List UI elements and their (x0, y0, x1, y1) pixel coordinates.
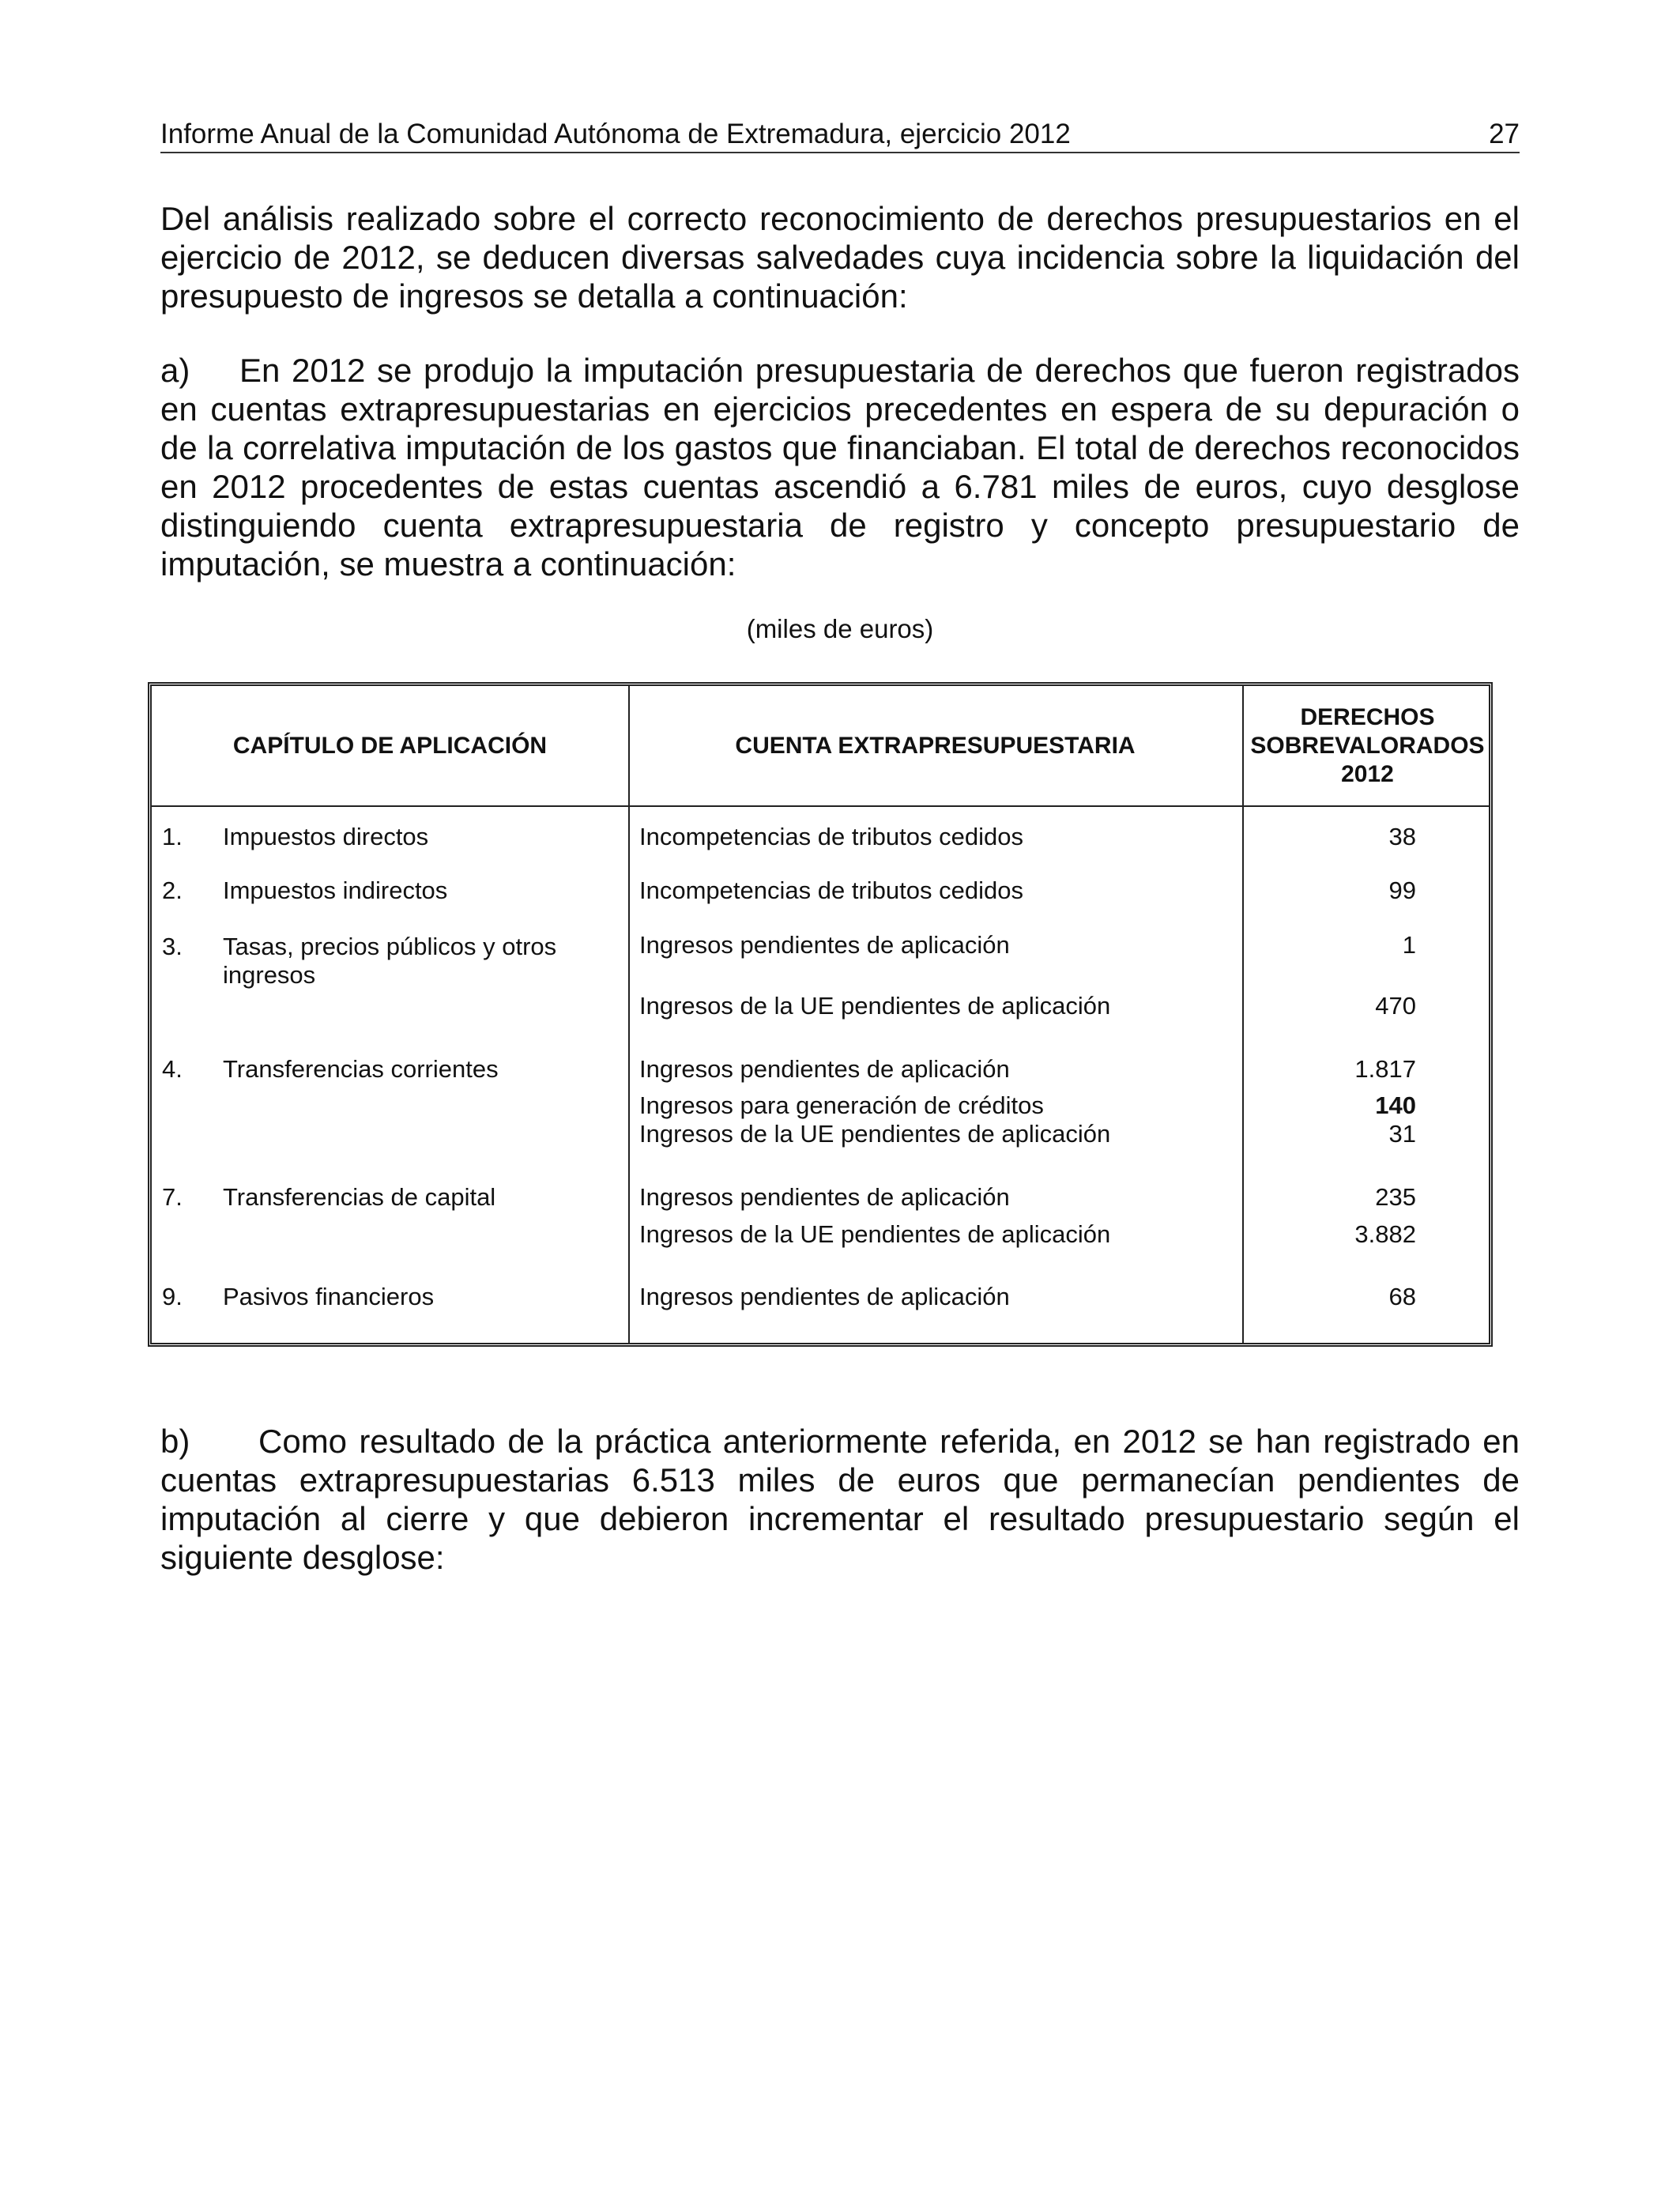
paragraph-b-marker: b) (160, 1423, 190, 1460)
row-account: Ingresos pendientes de aplicación (639, 1055, 1010, 1083)
header-rights-line: SOBREVALORADOS (1250, 732, 1485, 759)
header-chapter: CAPÍTULO DE APLICACIÓN (232, 732, 548, 759)
paragraph-b-text: Como resultado de la práctica anteriormente referida, en 2012 se han registrado en cuentas extrapresupuestarias 6.513 miles de euros que permanecían pendientes de imputación al cierre y que debieron incrementar el resultado presupuestario según el siguiente desglose: (160, 1423, 1520, 1576)
row-value: 68 (1388, 1283, 1416, 1310)
row-number: 9. (162, 1283, 183, 1310)
row-account: Ingresos de la UE pendientes de aplicación (639, 1120, 1111, 1148)
row-value: 470 (1375, 992, 1416, 1020)
row-number: 3. (162, 933, 183, 960)
paragraph-a-text: En 2012 se produjo la imputación presupuestaria de derechos que fueron registrados en cuentas extrapresupuestarias en ejercicios precedentes en espera de su depuración o de la correlativa imputación de los gastos que financiaban. El total de derechos reconocidos en 2012 procedentes de estas cuentas ascendió a 6.781 miles de euros, cuyo desglose distinguiendo cuenta extrapresupuestaria de registro y concepto presupuestario de imputación, se muestra a continuación: (160, 352, 1520, 582)
row-number: 4. (162, 1055, 183, 1083)
page-header (160, 117, 1520, 153)
header-rights-line: DERECHOS (1300, 703, 1435, 730)
row-account: Ingresos pendientes de aplicación (639, 1283, 1010, 1310)
header-rights-line: 2012 (1341, 760, 1394, 787)
intro-paragraph: Del análisis realizado sobre el correcto reconocimiento de derechos presupuestarios en el ejercicio de 2012, se deducen diversas salvedades cuya incidencia sobre la liquidación del presupuesto de ingresos se detalla a continuación: (160, 200, 1520, 315)
row-account: Ingresos para generación de créditos (639, 1091, 1044, 1119)
row-account: Ingresos de la UE pendientes de aplicación (639, 1220, 1111, 1248)
paragraph-b (160, 1422, 1520, 1577)
row-number: 1. (162, 823, 183, 850)
paragraph-a-marker: a) (160, 352, 190, 389)
row-number: 7. (162, 1183, 183, 1211)
row-account: Ingresos pendientes de aplicación (639, 931, 1010, 959)
paragraph-a (160, 351, 1520, 583)
rights-table (148, 682, 1493, 1347)
row-chapter: Impuestos directos (223, 823, 429, 850)
row-account: Incompetencias de tributos cedidos (639, 823, 1023, 850)
row-value: 31 (1388, 1120, 1416, 1148)
row-chapter: Pasivos financieros (223, 1283, 435, 1310)
row-value: 1.817 (1354, 1055, 1416, 1083)
header-divider (152, 805, 1489, 807)
row-value: 3.882 (1354, 1220, 1416, 1248)
row-value: 1 (1402, 931, 1416, 959)
row-chapter: Transferencias de capital (223, 1183, 496, 1211)
row-number: 2. (162, 876, 183, 904)
report-title: Informe Anual de la Comunidad Autónoma de Extremadura, ejercicio 2012 (160, 119, 1071, 149)
row-value: 235 (1375, 1183, 1416, 1211)
table-units-caption: (miles de euros) (746, 614, 934, 643)
page-number: 27 (1489, 119, 1520, 149)
row-account: Ingresos pendientes de aplicación (639, 1183, 1010, 1211)
row-account: Incompetencias de tributos cedidos (639, 876, 1023, 904)
row-chapter: Transferencias corrientes (223, 1055, 499, 1083)
row-value: 99 (1388, 876, 1416, 904)
row-value: 38 (1388, 823, 1416, 850)
row-chapter: Tasas, precios públicos y otros ingresos (223, 933, 557, 989)
row-value: 140 (1375, 1091, 1416, 1119)
header-account: CUENTA EXTRAPRESUPUESTARIA (735, 732, 1136, 759)
header-rights (1242, 686, 1493, 805)
row-chapter: Impuestos indirectos (223, 876, 448, 904)
row-account: Ingresos de la UE pendientes de aplicación (639, 992, 1111, 1020)
